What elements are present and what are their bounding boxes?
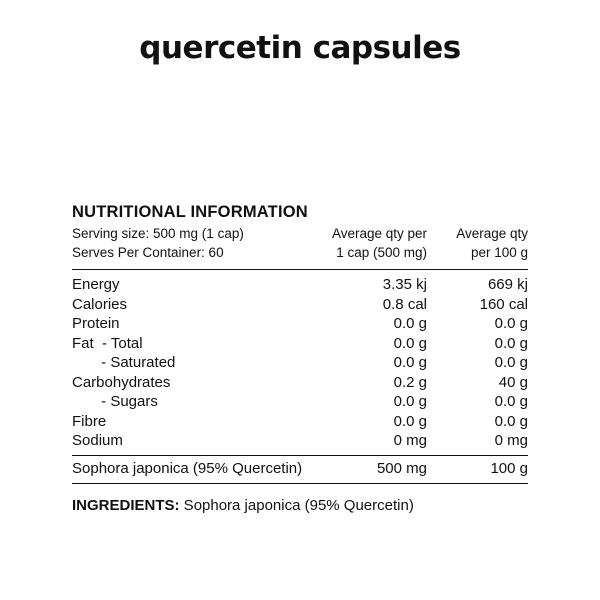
nutrient-name: Fat - Total — [72, 334, 143, 352]
table-row — [72, 412, 528, 432]
per-100g-value: 0.0 g — [494, 354, 528, 371]
panel-heading: NUTRITIONAL INFORMATION — [72, 203, 308, 221]
table-row — [72, 275, 528, 295]
active-ingredient-row — [72, 456, 528, 484]
nutrient-name: Carbohydrates — [72, 373, 171, 391]
per-100g-value: 669 kj — [487, 276, 528, 293]
panel-header — [72, 224, 528, 262]
serves-per-container: Serves Per Container: 60 — [72, 245, 224, 260]
ingredients-statement — [72, 496, 528, 515]
per-serving-value: 3.35 kj — [382, 276, 427, 293]
nutrition-panel — [72, 201, 528, 515]
col-header-per-100g-line1: Average qty — [456, 226, 528, 241]
per-100g-value: 0 mg — [494, 432, 528, 449]
nutrient-name: Protein — [72, 315, 120, 332]
nutrient-name: Fibre — [72, 412, 107, 430]
per-serving-value: 0.0 g — [393, 412, 427, 430]
table-row — [72, 392, 528, 412]
nutrient-name: Energy — [72, 276, 120, 293]
per-100g-value: 0.0 g — [494, 315, 528, 332]
nutrient-name: - Saturated — [72, 354, 176, 371]
col-header-per-serving-line1: Average qty per — [331, 226, 427, 241]
table-row — [72, 373, 528, 393]
ingredients-label: INGREDIENTS: — [72, 497, 180, 514]
nutrient-name: Calories — [72, 295, 128, 313]
ingredients-text: Sophora japonica (95% Quercetin) — [179, 497, 414, 514]
per-serving-value: 0 mg — [393, 432, 427, 449]
product-title: quercetin capsules — [139, 30, 461, 66]
active-ingredient-name: Sophora japonica (95% Quercetin) — [72, 459, 303, 477]
nutrient-name: - Sugars — [72, 393, 158, 410]
active-ingredient-per-serving: 500 mg — [376, 459, 427, 477]
per-serving-value: 0.2 g — [393, 373, 427, 391]
per-100g-value: 0.0 g — [494, 334, 528, 352]
table-row — [72, 295, 528, 315]
per-100g-value: 160 cal — [479, 295, 528, 313]
serving-size: Serving size: 500 mg (1 cap) — [72, 226, 244, 241]
active-ingredient-per-100g: 100 g — [490, 459, 528, 477]
col-header-per-serving-line2: 1 cap (500 mg) — [336, 245, 427, 260]
table-row — [72, 314, 528, 334]
per-serving-value: 0.0 g — [393, 354, 427, 371]
col-header-per-100g-line2: per 100 g — [470, 245, 528, 260]
divider-bottom — [72, 483, 528, 484]
table-row — [72, 334, 528, 354]
nutrient-name: Sodium — [72, 432, 123, 449]
table-row — [72, 353, 528, 373]
per-100g-value: 0.0 g — [494, 412, 528, 430]
per-serving-value: 0.8 cal — [382, 295, 427, 313]
per-serving-value: 0.0 g — [393, 315, 427, 332]
nutrient-rows — [72, 270, 528, 455]
per-100g-value: 0.0 g — [494, 393, 528, 410]
table-row — [72, 431, 528, 451]
per-serving-value: 0.0 g — [393, 393, 427, 410]
per-100g-value: 40 g — [498, 373, 528, 391]
per-serving-value: 0.0 g — [393, 334, 427, 352]
